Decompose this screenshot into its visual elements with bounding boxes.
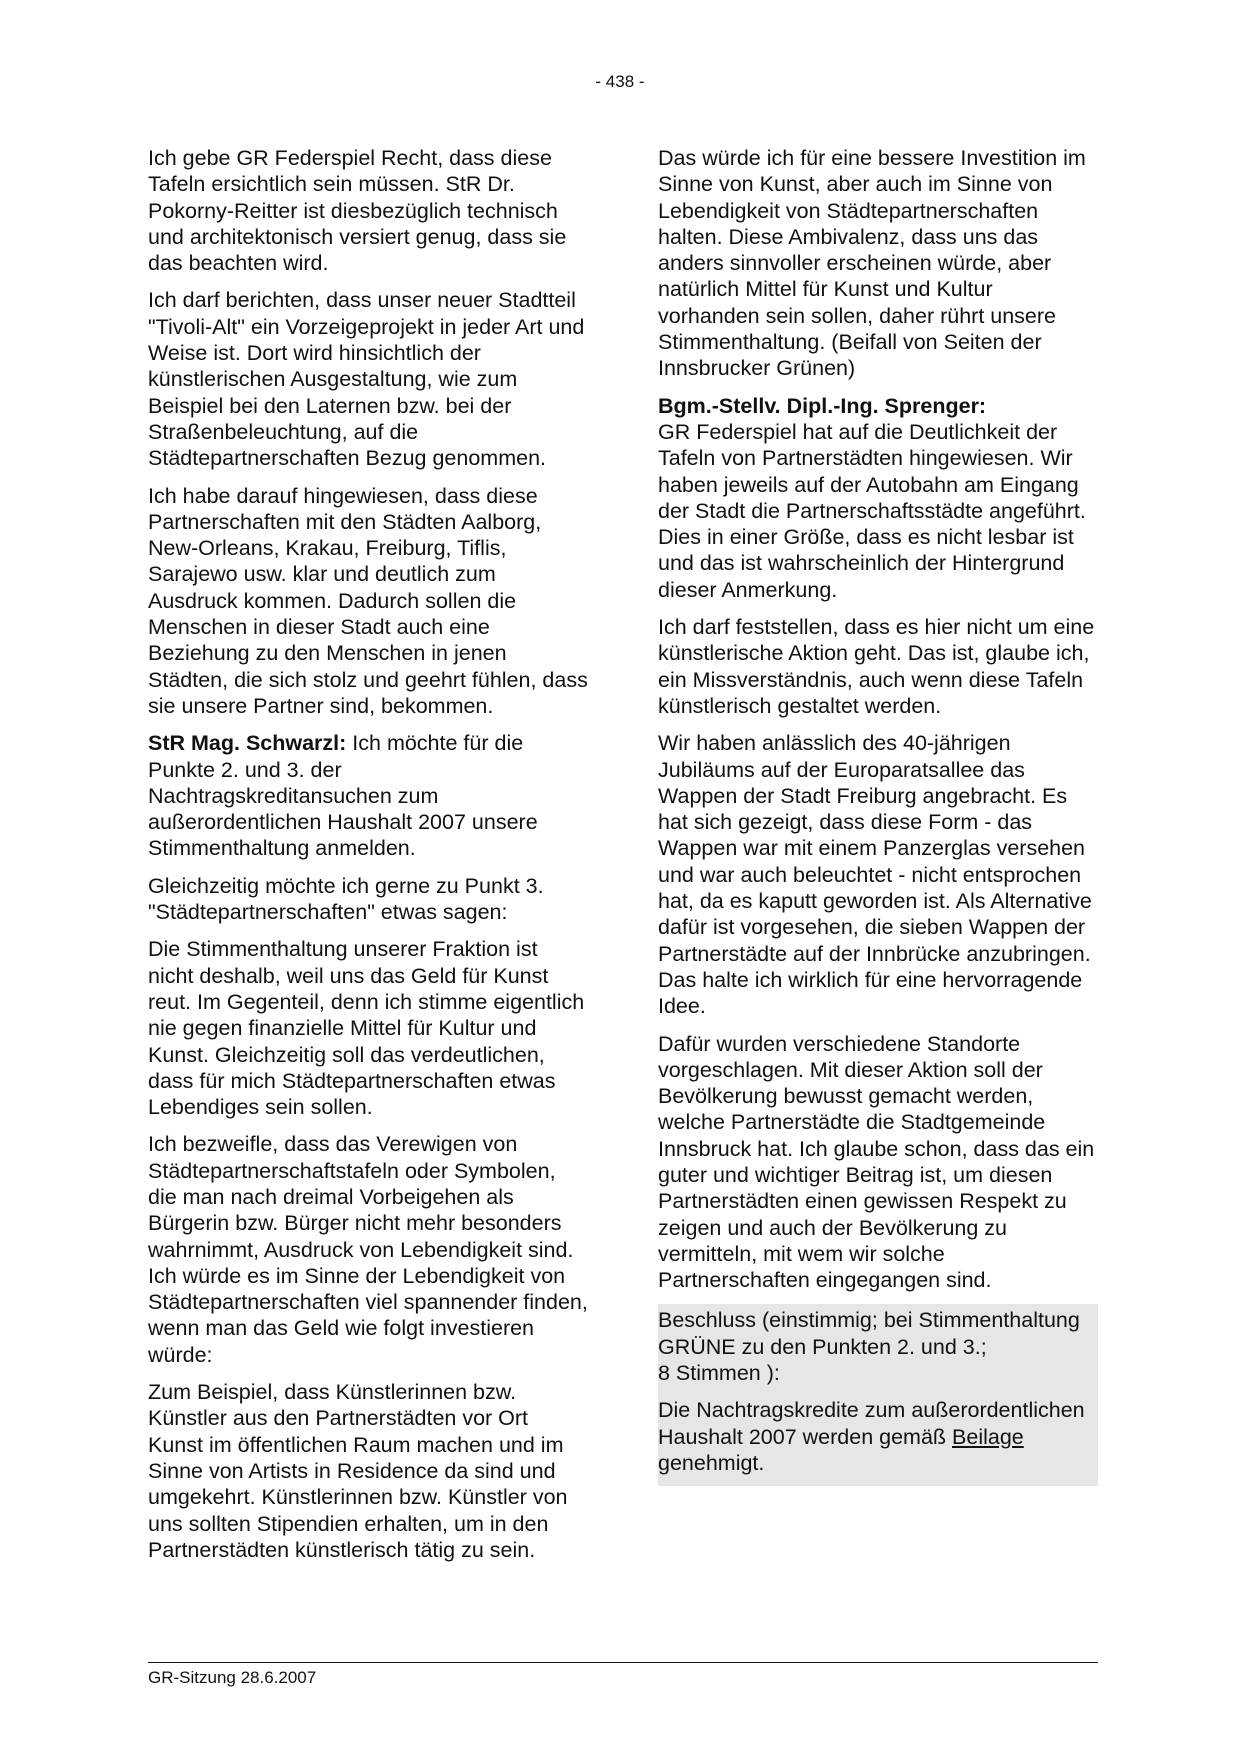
decision-header (658, 1307, 1098, 1386)
paragraph: Die Stimmenthaltung unserer Fraktion ist nicht deshalb, weil uns das Geld für Kunst reut. Im Gegenteil, denn ich stimme eigentlich nie gegen finanzielle Mittel für Kultur und Kunst. Gleichzeitig soll das verdeutlichen, dass für mich Städtepartnerschaften etwas Lebendiges sein sollen. (148, 937, 585, 1120)
decision-text-end: genehmigt. (658, 1450, 765, 1475)
paragraph: Zum Beispiel, dass Künstlerinnen bzw. Künstler aus den Partnerstädten vor Ort Kunst im öffentlichen Raum machen und im Sinne von Artists in Residence da sind und umgekehrt. Künstlerinnen bzw. Künstler von uns sollten Stipendien erhalten, um in den Partnerstädten künstlerisch tätig zu sein. (148, 1380, 568, 1562)
speaker-name: Bgm.-Stellv. Dipl.-Ing. Sprenger: (658, 393, 987, 418)
paragraph: Ich bezweifle, dass das Verewigen von Städtepartnerschaftstafeln oder Symbolen, die man nach dreimal Vorbeigehen als Bürgerin bzw. Bürger nicht mehr besonders wahrnimmt, Ausdruck von Lebendigkeit sind. Ich würde es im Sinne der Lebendigkeit von Städtepartnerschaften viel spannender finden, wenn man das Geld wie folgt investieren würde: (148, 1132, 588, 1367)
decision-text-start: Die Nachtragskredite zum außerordentlichen Haushalt 2007 werden gemäß (658, 1398, 1085, 1449)
speech-text: GR Federspiel hat auf die Deutlichkeit der Tafeln von Partnerstädten hingewiesen. Wir haben jeweils auf der Autobahn am Eingang der Stadt die Partnerschaftsstädte angeführt. Dies in einer Größe, dass es nicht lesbar ist und das ist wahrscheinlich der Hintergrund dieser Anmerkung. (658, 419, 1086, 602)
paragraph: Ich gebe GR Federspiel Recht, dass diese Tafeln ersichtlich sein müssen. StR Dr. Pokorny-Reitter ist diesbezüglich technisch und architektonisch versiert genug, dass sie das beachten wird. (148, 146, 567, 276)
paragraph (658, 393, 1098, 603)
paragraph: Ich habe darauf hingewiesen, dass diese Partnerschaften mit den Städten Aalborg, New-Orleans, Krakau, Freiburg, Tiflis, Sarajewo usw. klar und deutlich zum Ausdruck kommen. Dadurch sollen die Menschen in dieser Stadt auch eine Beziehung zu den Menschen in jenen Städten, die sich stolz und geehrt fühlen, dass sie unsere Partner sind, bekommen. (148, 483, 588, 718)
right-column (658, 145, 1098, 1486)
attachment-link[interactable]: Beilage (952, 1424, 1024, 1449)
page-number: - 438 - (595, 72, 645, 91)
paragraph: Gleichzeitig möchte ich gerne zu Punkt 3. "Städtepartnerschaften" etwas sagen: (148, 873, 544, 925)
paragraph: Ich darf berichten, dass unser neuer Stadtteil "Tivoli-Alt" ein Vorzeigeprojekt in jeder Art und Weise ist. Dort wird hinsichtlich der künstlerischen Ausgestaltung, wie zum Beispiel bei den Laternen bzw. bei der Straßenbeleuchtung, auf die Städtepartnerschaften Bezug genommen. (148, 288, 585, 471)
paragraph: Ich darf feststellen, dass es hier nicht um eine künstlerische Aktion geht. Das ist, glaube ich, ein Missverständnis, auch wenn diese Tafeln künstlerisch gestaltet werden. (658, 615, 1095, 718)
paragraph (148, 730, 588, 861)
decision-box (658, 1304, 1098, 1486)
paragraph: Dafür wurden verschiedene Standorte vorgeschlagen. Mit dieser Aktion soll der Bevölkerung bewusst gemacht werden, welche Partnerstädte die Stadtgemeinde Innsbruck hat. Ich glaube schon, dass das ein guter und wichtiger Beitrag ist, um diesen Partnerstädten einen gewissen Respekt zu zeigen und auch der Bevölkerung zu vermitteln, mit wem wir solche Partnerschaften eingegangen sind. (658, 1031, 1095, 1293)
decision-votes-count: 8 Stimmen ): (658, 1361, 780, 1386)
speech-text: Ich möchte für die Punkte 2. und 3. der Nachtragskreditansuchen zum außerordentlichen Haushalt 2007 unsere Stimmenthaltung anmelden. (148, 731, 538, 861)
footer-session-date: GR-Sitzung 28.6.2007 (148, 1668, 317, 1687)
paragraph: Wir haben anlässlich des 40-jährigen Jubiläums auf der Europaratsallee das Wappen der Stadt Freiburg angebracht. Es hat sich gezeigt, dass diese Form - das Wappen war mit einem Panzerglas versehen und war auch beleuchtet - nicht entsprochen hat, da es kaputt geworden ist. Als Alternative dafür ist vorgesehen, die sieben Wappen der Partnerstädte auf der Innbrücke anzubringen. Das halte ich wirklich für eine hervorragende Idee. (658, 731, 1092, 1019)
paragraph: Das würde ich für eine bessere Investition im Sinne von Kunst, aber auch im Sinne von Lebendigkeit von Städtepartnerschaften halten. Diese Ambivalenz, dass uns das anders sinnvoller erscheinen würde, aber natürlich Mittel für Kunst und Kultur vorhanden sein sollen, daher rührt unsere Stimmenthaltung. (Beifall von Seiten der Innsbrucker Grünen) (658, 146, 1086, 381)
left-column (148, 145, 588, 1574)
decision-vote: Beschluss (einstimmig; bei Stimmenthaltung GRÜNE zu den Punkten 2. und 3.; (658, 1308, 1080, 1359)
decision-text (658, 1397, 1098, 1476)
footer-divider (148, 1662, 1098, 1663)
speaker-name: StR Mag. Schwarzl: (148, 731, 347, 756)
